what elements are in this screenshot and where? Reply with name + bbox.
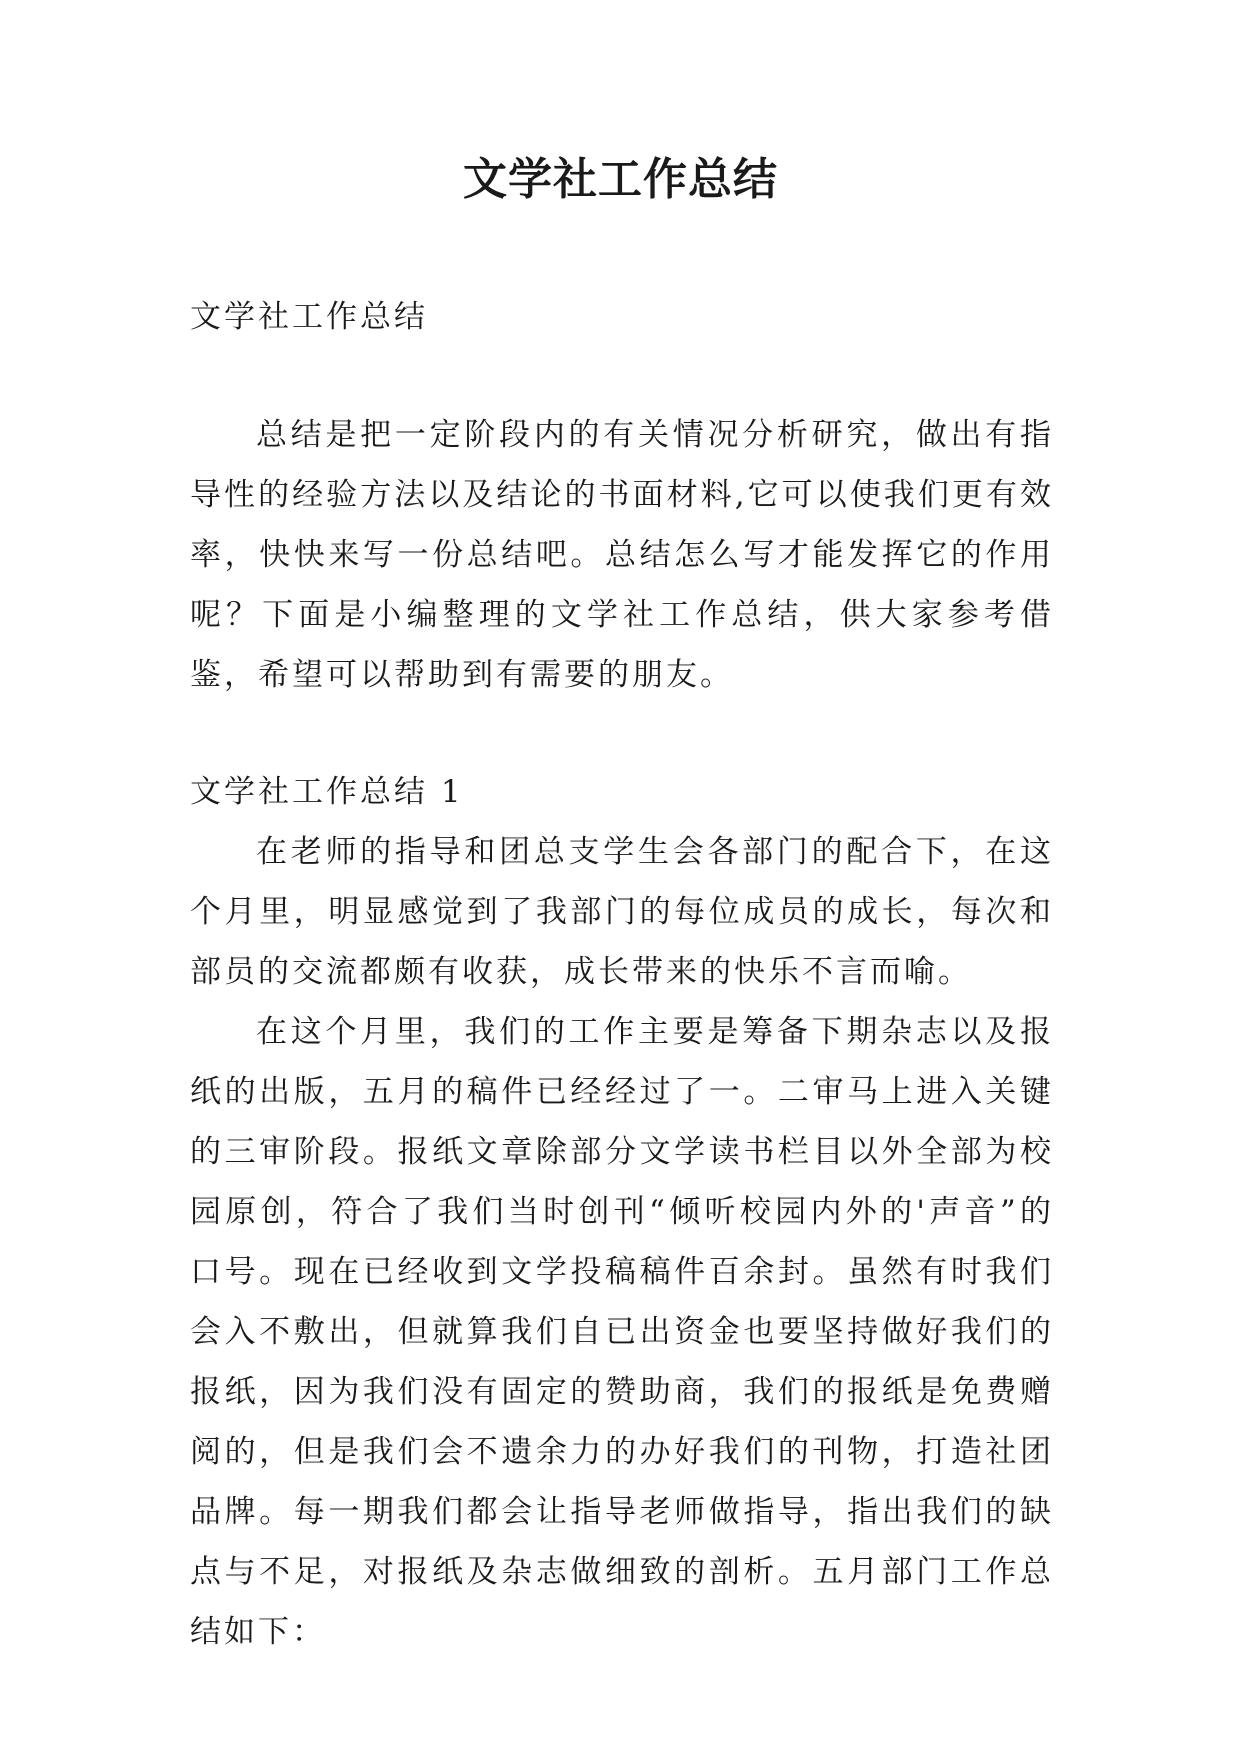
section-heading: 文学社工作总结 1 [190,774,464,810]
body-paragraph-2: 在这个月里，我们的工作主要是筹备下期杂志以及报纸的出版，五月的稿件已经经过了一。二审马上进入关键的三审阶段。报纸文章除部分文学读书栏目以外全部为校园原创，符合了我们当时创刊“倾听校园内外的'声音”的口号。现在已经收到文学投稿稿件百余封。虽然有时我们会入不敷出，但就算我们自已出资金也要坚持做好我们的报纸，因为我们没有固定的赞助商，我们的报纸是免费赠阅的，但是我们会不遗余力的办好我们的刊物，打造社团品牌。每一期我们都会让指导老师做指导，指出我们的缺点与不足，对报纸及杂志做细致的剖析。五月部门工作总结如下： [190,1014,1054,1650]
document-title: 文学社工作总结 [463,154,778,205]
body-paragraph-1: 在老师的指导和团总支学生会各部门的配合下，在这个月里，明显感觉到了我部门的每位成员的成长，每次和部员的交流都颇有收获，成长带来的快乐不言而喻。 [190,834,1054,990]
document-subtitle: 文学社工作总结 [190,299,428,335]
intro-paragraph: 总结是把一定阶段内的有关情况分析研究，做出有指导性的经验方法以及结论的书面材料,它可以使我们更有效率，快快来写一份总结吧。总结怎么写才能发挥它的作用呢？下面是小编整理的文学社工作总结，供大家参考借鉴，希望可以帮助到有需要的朋友。 [190,417,1054,693]
